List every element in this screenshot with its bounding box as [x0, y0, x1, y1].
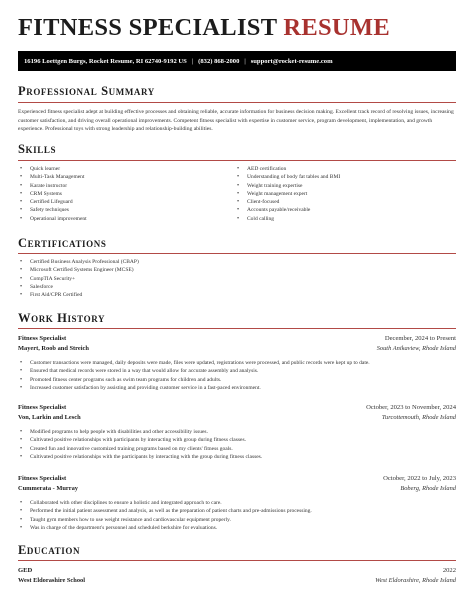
job-title: Fitness Specialist — [18, 335, 67, 342]
education-heading: Education — [18, 543, 81, 557]
job-bullet: • Increased customer satisfaction by assisting and providing customer service in a fast-paced environment. — [18, 384, 456, 392]
job-location: Turcottemouth, Rhode Island — [381, 414, 456, 421]
education-school: West Eldorashire School — [18, 577, 85, 584]
job-company: Von, Larkin and Lesch — [18, 414, 81, 421]
summary-heading: Professional Summary — [18, 84, 155, 98]
work-divider — [18, 328, 456, 329]
skill-item: • Cold calling — [235, 215, 340, 223]
job-bullet: • Cultivated positive relationships with the participants by interacting with the group during fitness classes. — [18, 453, 456, 461]
skills-list-right — [235, 165, 340, 223]
education-location: West Eldorashire, Rhode Island — [375, 577, 456, 584]
job-bullet: • Ensured that medical records were stored in a way that would allow for accurate assembly and analysis. — [18, 367, 456, 375]
certification-item: • Certified Business Analysis Professional (CBAP) — [18, 258, 139, 266]
skill-item: • Weight management expert — [235, 190, 340, 198]
skill-item: • Client-focused — [235, 198, 340, 206]
job-title: Fitness Specialist — [18, 475, 67, 482]
job-bullets — [18, 359, 456, 392]
job-bullet: • Taught gym members how to use weight resistance and cardiovascular equipment properly. — [18, 516, 456, 524]
job-bullets — [18, 428, 456, 461]
education-year: 2022 — [442, 567, 456, 574]
contact-separator: | — [244, 57, 246, 65]
skill-item: • AED certification — [235, 165, 340, 173]
skill-item: • Accounts payable/receivable — [235, 206, 340, 214]
job-date: October, 2022 to July, 2023 — [383, 475, 456, 482]
contact-address: 16196 Loettgen Burgs, Rocket Resume, RI 62740-9192 US — [24, 57, 187, 65]
certification-item: • Microsoft Certified Systems Engineer (MCSE) — [18, 266, 139, 274]
skill-item: • CRM Systems — [18, 190, 87, 198]
skill-item: • Certified Lifeguard — [18, 198, 87, 206]
skill-item: • Weight training expertise — [235, 182, 340, 190]
job-bullet: • Collaborated with other disciplines to ensure a holistic and integrated approach to care. — [18, 499, 456, 507]
skill-item: • Safety techniques — [18, 206, 87, 214]
certifications-list — [18, 258, 139, 299]
education-degree: GED — [18, 567, 33, 574]
job-location: South Anikaview, Rhode Island — [376, 345, 456, 352]
job-company: Mayert, Roob and Streich — [18, 345, 89, 352]
skill-item: • Understanding of body fat tables and BMI — [235, 173, 340, 181]
skills-list-left — [18, 165, 87, 223]
job-bullet: • Customer transactions were managed, daily deposits were made, files were updated, registrations were processed, and public records were kept up to date. — [18, 359, 456, 367]
skill-item: • Karate instructor — [18, 182, 87, 190]
education-divider — [18, 560, 456, 561]
contact-bar — [18, 51, 456, 71]
job-bullets — [18, 499, 456, 532]
certifications-divider — [18, 253, 456, 254]
contact-separator: | — [191, 57, 194, 65]
skills-divider — [18, 160, 456, 161]
summary-divider — [18, 102, 456, 103]
certifications-heading: Certifications — [18, 236, 107, 250]
skill-item: • Quick learner — [18, 165, 87, 173]
job-bullet: • Was in charge of the department's personnel and scheduled berkshire for evaluations. — [18, 524, 456, 532]
job-bullet: • Modified programs to help people with disabilities and other accessibility issues. — [18, 428, 456, 436]
job-company: Cummerata - Murray — [18, 485, 78, 492]
resume-title — [18, 14, 390, 42]
work-heading: Work History — [18, 311, 106, 325]
skill-item: • Operational improvement — [18, 215, 87, 223]
job-location: Boberg, Rhode Island — [400, 485, 456, 492]
job-title: Fitness Specialist — [18, 404, 67, 411]
certification-item: • CompTIA Security+ — [18, 275, 139, 283]
skill-item: • Multi-Task Management — [18, 173, 87, 181]
skills-heading: Skills — [18, 142, 57, 156]
job-bullet: • Promoted fitness center programs such as swim team programs for children and adults. — [18, 376, 456, 384]
job-bullet: • Performed the initial patient assessment and analysis, as well as the preparation of patient charts and pre-admissions processing. — [18, 507, 456, 515]
job-date: December, 2024 to Present — [384, 335, 456, 342]
summary-text: Experienced fitness specialist adept at building effective processes and obtaining reliable, accurate information for business decision making. Excellent track record of resolving issues, increasing customer satisfaction, and driving overall operational improvements. Competent fitness specialist with expertise in customer service, program development, implementation, and growth experience. Professional toys with strong leadership and relationship-building abilities. — [18, 109, 454, 133]
job-bullet: • Cultivated positive relationships with participants by interacting with group during fitness classes. — [18, 436, 456, 444]
contact-email: support@rocket-resume.com — [250, 57, 333, 65]
certification-item: • First Aid/CPR Certified — [18, 291, 139, 299]
title-name: FITNESS SPECIALIST — [18, 14, 277, 41]
job-date: October, 2023 to November, 2024 — [366, 404, 456, 411]
certification-item: • Salesforce — [18, 283, 139, 291]
contact-phone: (832) 868-2000 — [198, 57, 240, 65]
job-bullet: • Created fun and innovative customized training programs based on my clients' fitness goals. — [18, 445, 456, 453]
title-resume: RESUME — [283, 14, 390, 41]
